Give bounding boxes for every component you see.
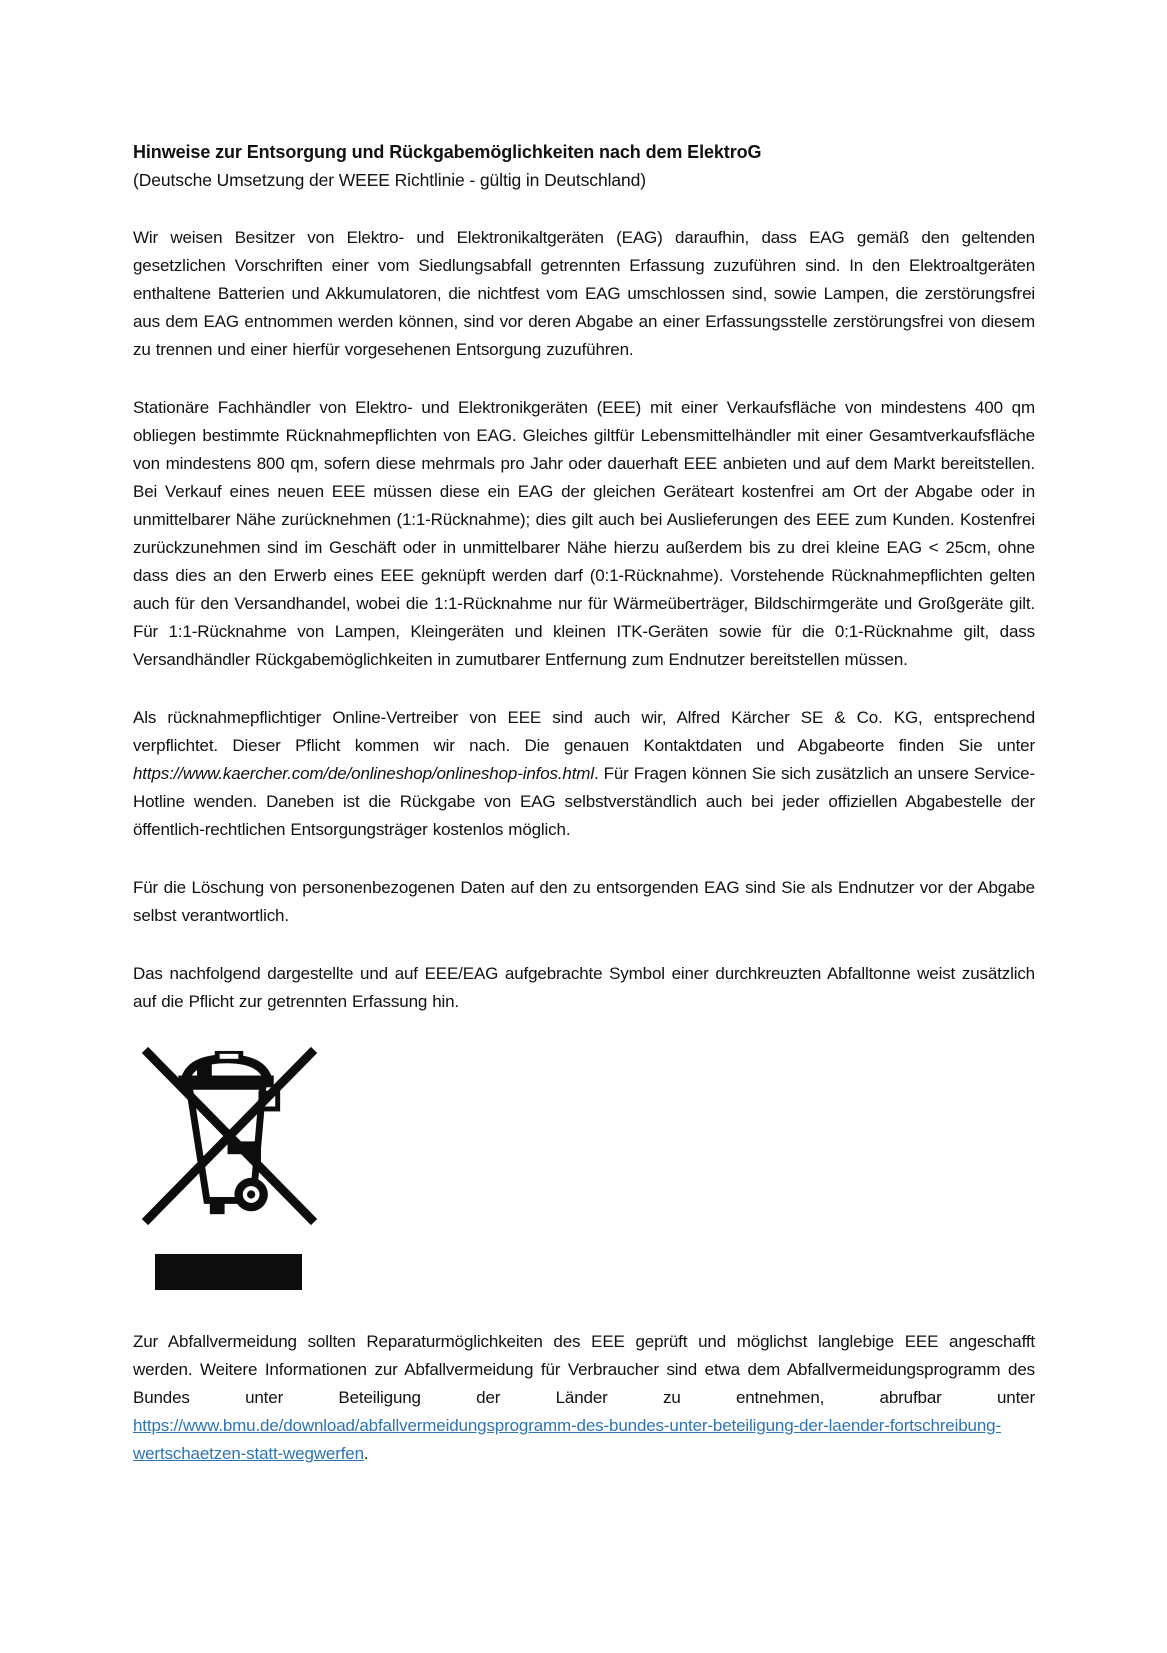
weee-symbol-figure	[133, 1046, 1035, 1290]
document-content	[133, 138, 1035, 1498]
paragraph-online-distributor-obligation	[133, 704, 1035, 844]
weee-black-bar-icon	[155, 1254, 302, 1290]
paragraph-online-distributor-text-after: . Für Fragen können Sie sich zusätzlich an unsere Service-Hotline wenden. Daneben ist die Rückgabe von EAG selbstverständlich auch bei jeder offiziellen Abgabestelle der öffentlich-rechtlichen Entsorgungsträger kostenlos möglich.	[133, 764, 1035, 839]
paragraph-personal-data-deletion: Für die Löschung von personenbezogenen Daten auf den zu entsorgenden EAG sind Sie als Endnutzer vor der Abgabe selbst verantwortlich.	[133, 878, 1035, 925]
paragraph-eag-separate-collection: Wir weisen Besitzer von Elektro- und Elektronikaltgeräten (EAG) daraufhin, dass EAG gemäß den geltenden gesetzlichen Vorschriften einer vom Siedlungsabfall getrennten Erfassung zuzuführen sind. In den Elektroaltgeräten enthaltene Batterien und Akkumulatoren, die nichtfest vom EAG umschlossen sind, sowie Lampen, die zerstörungsfrei aus dem EAG entnommen werden können, sind vor deren Abgabe an einer Erfassungsstelle zerstörungsfrei von diesem zu trennen und einer hierfür vorgesehenen Entsorgung zuzuführen.	[133, 228, 1035, 359]
paragraph-waste-prevention-text-after: .	[363, 1444, 369, 1463]
paragraph-online-distributor-text-before: Als rücknahmepflichtiger Online-Vertreiber von EEE sind auch wir, Alfred Kärcher SE & Co. KG, entsprechend verpflichtet. Dieser Pflicht kommen wir nach. Die genauen Kontaktdaten und Abgabeorte finden Sie unter	[133, 708, 1035, 755]
bmu-abfallvermeidungsprogramm-link[interactable]: https://www.bmu.de/download/abfallvermeidungsprogramm-des-bundes-unter-beteiligung-der-laender-fortschreibung-wertschaetzen-statt-wegwerfen	[133, 1416, 1001, 1463]
document-title: Hinweise zur Entsorgung und Rückgabemöglichkeiten nach dem ElektroG	[133, 142, 762, 162]
document-subtitle: (Deutsche Umsetzung der WEEE Richtlinie - gültig in Deutschland)	[133, 170, 646, 190]
paragraph-weee-symbol-intro: Das nachfolgend dargestellte und auf EEE/EAG aufgebrachte Symbol einer durchkreuzten Abfalltonne weist zusätzlich auf die Pflicht zur getrennten Erfassung hin.	[133, 964, 1035, 1011]
kaercher-onlineshop-url-text: https://www.kaercher.com/de/onlineshop/onlineshop-infos.html	[133, 764, 594, 783]
paragraph-waste-prevention	[133, 1328, 1035, 1468]
weee-crossed-out-wheelie-bin-icon	[141, 1046, 318, 1226]
paragraph-waste-prevention-text-before: Zur Abfallvermeidung sollten Reparaturmöglichkeiten des EEE geprüft und möglichst langlebige EEE angeschafft werden. Weitere Informationen zur Abfallvermeidung für Verbraucher sind etwa dem Abfallvermeidungsprogramm des Bundes unter Beteiligung der Länder zu entnehmen, abrufbar unter	[133, 1332, 1035, 1407]
paragraph-retailer-takeback-obligations: Stationäre Fachhändler von Elektro- und Elektronikgeräten (EEE) mit einer Verkaufsfläche von mindestens 400 qm obliegen bestimmte Rücknahmepflichten von EAG. Gleiches giltfür Lebensmittelhändler mit einer Gesamtverkaufsfläche von mindestens 800 qm, sofern diese mehrmals pro Jahr oder dauerhaft EEE anbieten und auf dem Markt bereitstellen. Bei Verkauf eines neuen EEE müssen diese ein EAG der gleichen Geräteart kostenfrei am Ort der Abgabe oder in unmittelbarer Nähe zurücknehmen (1:1-Rücknahme); dies gilt auch bei Auslieferungen des EEE zum Kunden. Kostenfrei zurückzunehmen sind im Geschäft oder in unmittelbarer Nähe hierzu außerdem bis zu drei kleine EAG < 25cm, ohne dass dies an den Erwerb eines EEE geknüpft werden darf (0:1-Rücknahme). Vorstehende Rücknahmepflichten gelten auch für den Versandhandel, wobei die 1:1-Rücknahme nur für Wärmeüberträger, Bildschirmgeräte und Großgeräte gilt. Für 1:1-Rücknahme von Lampen, Kleingeräten und kleinen ITK-Geräten sowie für die 0:1-Rücknahme gilt, dass Versandhändler Rückgabemöglichkeiten in zumutbarer Entfernung zum Endnutzer bereitstellen müssen.	[133, 398, 1035, 669]
